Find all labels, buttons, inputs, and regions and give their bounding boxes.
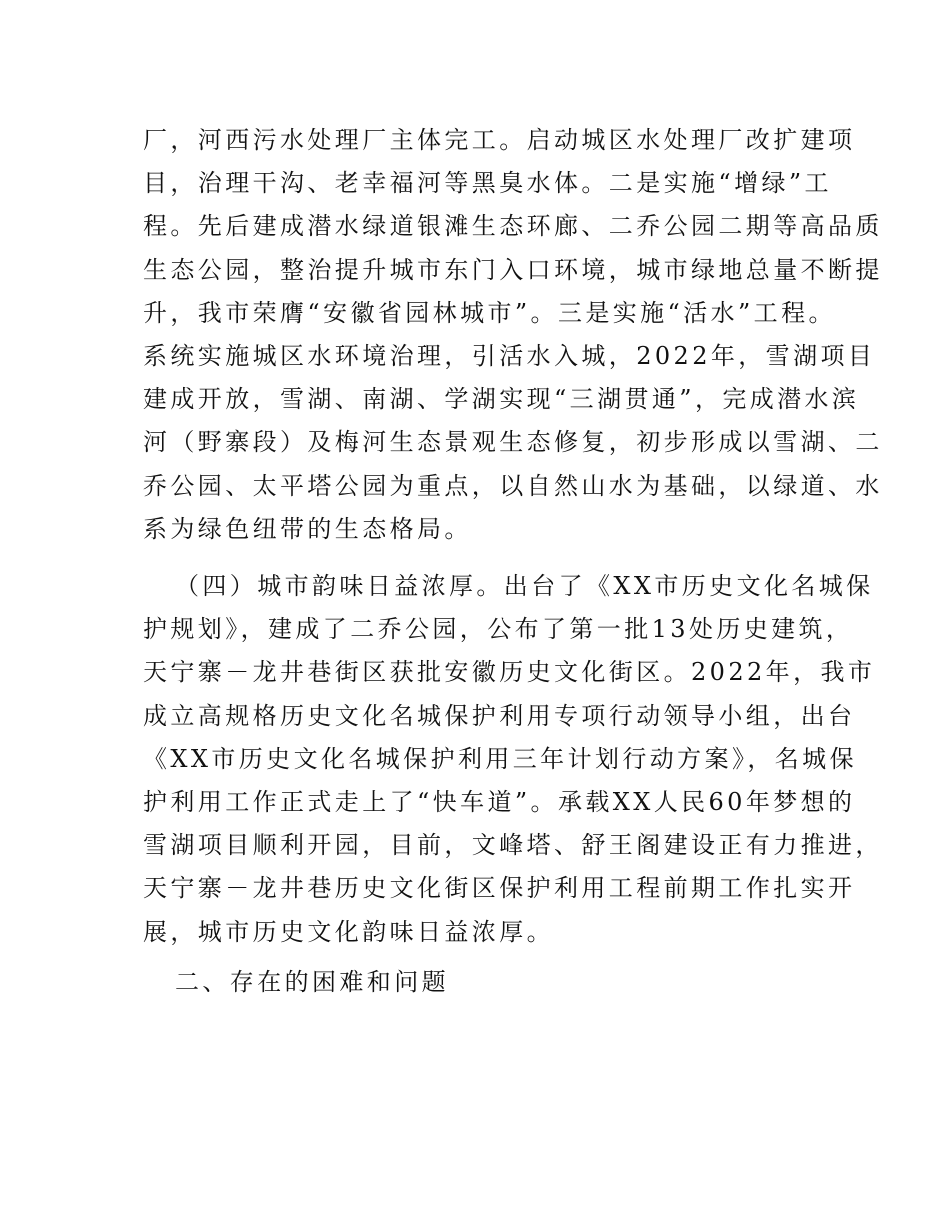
text-line: 生态公园，整治提升城市东门入口环境，城市绿地总量不断提 bbox=[143, 255, 883, 284]
text-line: 目，治理干沟、老幸福河等黑臭水体。二是实施“增绿”工 bbox=[143, 169, 832, 198]
paragraph-city-charm bbox=[143, 565, 883, 954]
section-heading: 二、存在的困难和问题 bbox=[175, 968, 449, 996]
text-line: 升，我市荣膺“安徽省园林城市”。三是实施“活水”工程。 bbox=[143, 298, 836, 327]
text-line: 河（野寨段）及梅河生态景观生态修复，初步形成以雪湖、二 bbox=[143, 428, 883, 457]
text-line-first: （四）城市韵味日益浓厚。出台了《XX市历史文化名城保 bbox=[175, 572, 874, 600]
text-line: 《XX市历史文化名城保护利用三年计划行动方案》，名城保 bbox=[143, 744, 857, 773]
text-line: 程。先后建成潜水绿道银滩生态环廊、二乔公园二期等高品质 bbox=[143, 212, 883, 241]
section-heading-problems bbox=[143, 961, 823, 1004]
text-line: 护规划》，建成了二乔公园，公布了第一批13处历史建筑， bbox=[143, 615, 854, 644]
paragraph-environment bbox=[143, 119, 883, 551]
text-line: 系统实施城区水环境治理，引活水入城，2022年，雪湖项目 bbox=[143, 341, 876, 370]
text-line: 展，城市历史文化韵味日益浓厚。 bbox=[143, 917, 554, 946]
text-line: 天宁寨－龙井巷历史文化街区保护利用工程前期工作扎实开 bbox=[143, 874, 856, 903]
text-line: 系为绿色纽带的生态格局。 bbox=[143, 514, 472, 543]
text-line: 成立高规格历史文化名城保护利用专项行动领导小组，出台 bbox=[143, 701, 856, 730]
text-line: 厂，河西污水处理厂主体完工。启动城区水处理厂改扩建项 bbox=[143, 126, 856, 154]
text-line: 护利用工作正式走上了“快车道”。承载XX人民60年梦想的 bbox=[143, 787, 856, 816]
text-line: 建成开放，雪湖、南湖、学湖实现“三湖贯通”，完成潜水滨 bbox=[143, 385, 860, 414]
text-line: 天宁寨－龙井巷街区获批安徽历史文化街区。2022年，我市 bbox=[143, 658, 876, 687]
text-line: 雪湖项目顺利开园，目前，文峰塔、舒王阁建设正有力推进， bbox=[143, 831, 883, 860]
text-line: 乔公园、太平塔公园为重点，以自然山水为基础，以绿道、水 bbox=[143, 471, 883, 500]
